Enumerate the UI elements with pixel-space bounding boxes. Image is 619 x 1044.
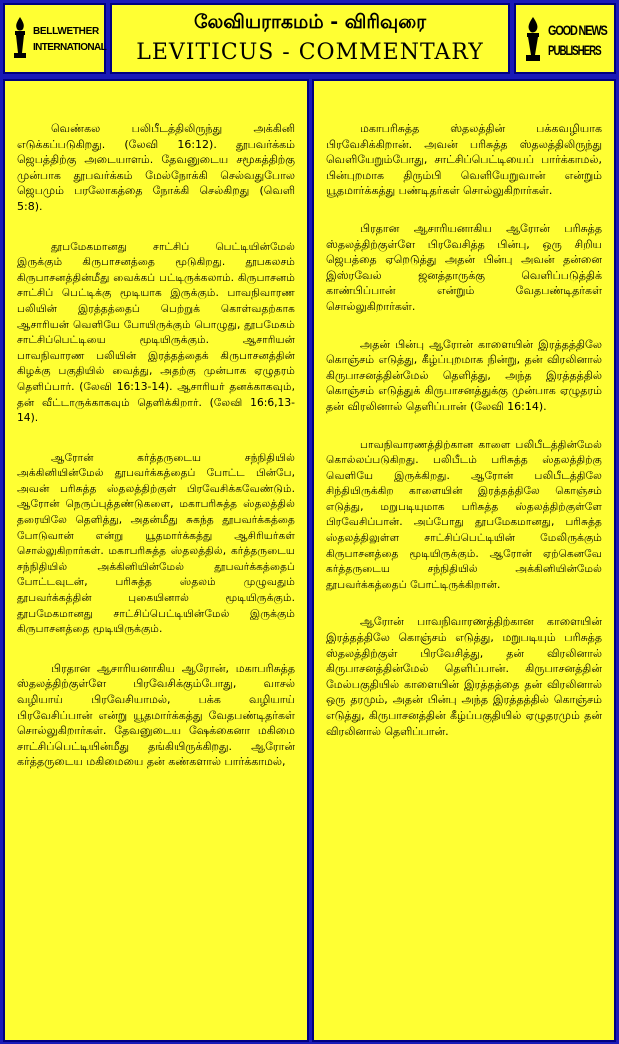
right-paragraph-5: ஆரோன் பாவநிவாரணத்திற்கான காளையின் இரத்தத்திலே கொஞ்சம் எடுத்து, மறுபடியும் பரிசுத்த ஸ்தலத்திற்குள் பிரவேசித்து, தன் விரலினால் கிருபாசனத்தின்மேல் தெளிப்பான். கிருபாசனத்தின் மேல்பகுதியில் காளையின் இரத்தத்தை தன் விரலினால் ஒரு தரமும், அதன் பின்பு அந்த இரத்தத்தில் கொஞ்சம் எடுத்து, கிருபாசனத்தின் கீழ்ப்பகுதியில் ஏழுதரமும் தன் விரலினால் தெளிப்பான்.: [326, 615, 602, 738]
bellwether-logo-line2: INTERNATIONAL: [33, 42, 107, 53]
right-column: [312, 79, 616, 1042]
left-paragraph-3: ஆரோன் கர்த்தருடைய சந்நிதியில் அக்கினியின்மேல் தூபவர்க்கத்தைப் போட்ட பின்பே, அவன் பரிசுத்த ஸ்தலத்திற்குள் பிரவேசிக்கவேண்டும். ஆரோன் நெருப்புத்தண்டுகளை, மகாபரிசுத்த ஸ்தலத்தில் தரையிலே தெளித்து, அதன்மீது சுகந்த தூபவர்க்கத்தை போடுவான் என்று யூதமார்க்கத்து ஆசிரியர்கள் சொல்லுகிறார்கள். மகாபரிசுத்த ஸ்தலத்தில், கர்த்தருடைய சந்நிதியில் அக்கினியின்மேல் தூபவர்க்கத்தைப் போட்டவுடன், பரிசுத்த ஸ்தலம் முழுவதும் தூபவர்க்கத்தின் புகையினால் மூடியிருக்கும். தூபமேகமானது சாட்சிப்பெட்டியின்மேல் இருக்கும் கிருபாசனத்தை மூடியிருக்கும்.: [17, 450, 295, 636]
right-paragraph-1: மகாபரிசுத்த ஸ்தலத்தின் பக்கவழியாக பிரவேசிக்கிறான். அவன் பரிசுத்த ஸ்தலத்திலிருந்து வெளியேறும்போது, சாட்சிப்பெட்டியைப் பார்க்காமல், பின்புறமாக திரும்பி வெளியேறுவான் என்றும் யூதமார்க்கத்து பண்டிதர்கள் சொல்லுகிறார்கள்.: [326, 122, 602, 198]
left-paragraph-4: பிரதான ஆசாரியனாகிய ஆரோன், மகாபரிசுத்த ஸ்தலத்திற்குள்ளே பிரவேசிக்கும்போது, வாசல் வழியாய் பிரவேசியாமல், பக்க வழியாய் பிரவேசிப்பான் என்று யூதமார்க்கத்து வேதபண்டிதர்கள் சொல்லுகிறார்கள். தேவனுடைய ஷேக்கைனா மகிமை சாட்சிப்பெட்டியின்மீது தங்கியிருக்கிறது. ஆரோன் கர்த்தருடைய மகிமையை தன் கண்களால் பார்க்காமல்,: [17, 661, 295, 769]
page-title-tamil: லேவியராகமம் - விரிவுரை: [193, 11, 427, 33]
good-news-logo-box: [514, 3, 616, 74]
bellwether-torch-icon: [11, 15, 29, 61]
right-paragraph-4: பாவநிவாரணத்திற்கான காளை பலிபீடத்தின்மேல் கொல்லப்படுகிறது. பலிபீடம் பரிசுத்த ஸ்தலத்திற்கு வெளியே இருக்கிறது. ஆரோன் பலிபீடத்திலே சிந்தியிருக்கிற காளையின் இரத்தத்திலே கொஞ்சம் எடுத்து, மறுபடியுமாக பரிசுத்த ஸ்தலத்திற்குள்ளே பிரவேசிப்பான். அப்போது தூபமேகமானது, பரிசுத்த ஸ்தலத்திலுள்ள சாட்சிப்பெட்டியின் மேலிருக்கும் கிருபாசனத்தை மூடியிருக்கும். ஆரோன் ஏற்கெனவே கர்த்தருடைய சந்நிதியில் அக்கினியின்மேல் தூபவர்க்கத்தைப் போட்டிருக்கிறான்.: [326, 437, 602, 591]
left-paragraph-2: தூபமேகமானது சாட்சிப் பெட்டியின்மேல் இருக்கும் கிருபாசனத்தை மூடுகிறது. தூபகலசம் கிருபாசனத்தின்மீது வைக்கப் பட்டிருக்கலாம். கிருபாசனம் சாட்சிப் பெட்டிக்கு மூடியாக இருக்கும். பாவநிவாரண பலியின் இரத்தத்தைப் பெற்றுக் கொள்வதற்காக ஆசாரியன் வெளியே போயிருக்கும் பொழுது, தூபமேகம் சாட்சிப்பெட்டியை மூடியிருக்கும். ஆசாரியன் பாவநிவாரண பலியின் இரத்தத்தைக் கிருபாசனத்தின் கிழக்கு பகுதியில் வைத்து, அதற்கு முன்பாக ஏழுதரம் தெளிப்பார். (லேவி 16:13-14). ஆசாரியர் தனக்காகவும், தன் வீட்டாருக்காகவும் தெளிக்கிறார். (லேவி 16:6,13-14).: [17, 239, 295, 425]
good-news-logo-line2: PUBLISHERS: [548, 42, 601, 58]
bellwether-logo-box: [3, 3, 106, 74]
good-news-logo: [522, 15, 608, 62]
title-box: [110, 3, 510, 74]
good-news-torch-icon: [522, 15, 544, 63]
left-column: [3, 79, 309, 1042]
right-paragraph-2: பிரதான ஆசாரியனாகிய ஆரோன் பரிசுத்த ஸ்தலத்திற்குள்ளே பிரவேசித்த பின்பு, ஒரு சிறிய ஜெபத்தை ஏறெடுத்து அதன் பின்பு அவன் தன்னை இஸ்ரவேல் ஜனத்தாருக்கு வெளிப்படுத்திக் காண்பிப்பான் என்றும் வேதபண்டிதர்கள் சொல்லுகிறார்கள்.: [326, 221, 602, 313]
page-title-english: LEVITICUS - COMMENTARY: [136, 40, 484, 65]
right-paragraph-3: அதன் பின்பு ஆரோன் காளையின் இரத்தத்திலே கொஞ்சம் எடுத்து, கீழ்ப்புறமாக நின்று, தன் விரலினால் கிருபாசனத்தின்மேல் தெளித்து, அந்த இரத்தத்தில் கொஞ்சம் எடுத்துக் கிருபாசனத்துக்கு முன்பாக ஏழுதரம் தன் விரலினால் தெளிப்பான் (லேவி 16:14).: [326, 337, 602, 413]
good-news-logo-line1: GOOD NEWS: [548, 22, 607, 38]
bellwether-logo: [11, 15, 107, 62]
left-paragraph-1: வெண்கல பலிபீடத்திலிருந்து அக்கினி எடுக்கப்படுகிறது. (லேவி 16:12). தூபவர்க்கம் ஜெபத்திற்கு அடையாளம். தேவனுடைய சமூகத்திற்கு முன்பாக தூபவர்க்கம் மேல்நோக்கி செல்வதுபோல ஜெபமும் பரலோகத்தை நோக்கி செல்கிறது (வெளி 5:8).: [17, 122, 295, 213]
bellwether-logo-line1: BELLWETHER: [33, 26, 99, 37]
